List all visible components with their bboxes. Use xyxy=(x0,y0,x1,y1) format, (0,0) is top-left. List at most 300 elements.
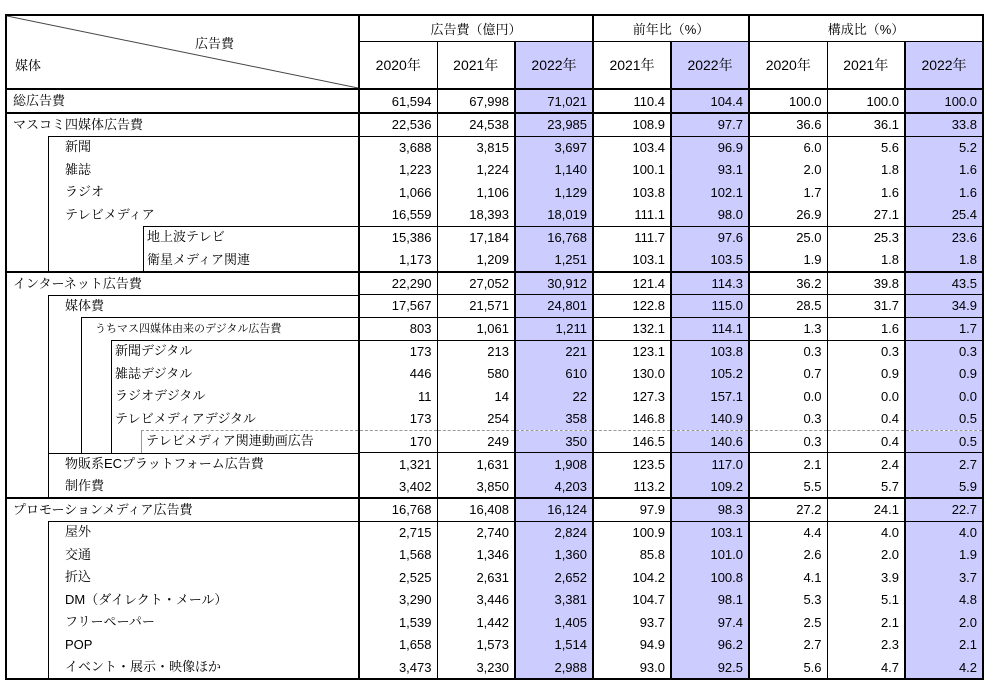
table-row xyxy=(6,656,983,679)
value-cell: 1,908 xyxy=(515,453,593,476)
value-cell: 103.1 xyxy=(593,249,671,272)
value-cell: 104.7 xyxy=(593,589,671,612)
value-cell: 71,021 xyxy=(515,89,593,113)
indent-guide-line xyxy=(48,204,49,227)
label-top-rule xyxy=(111,340,358,341)
value-cell: 103.1 xyxy=(671,521,749,544)
indent-guide-line xyxy=(143,249,144,271)
indent-guide-line xyxy=(81,430,82,453)
year-header-cell: 2022年 xyxy=(515,41,593,89)
row-label: マスコミ四媒体広告費 xyxy=(13,117,144,132)
row-label-cell xyxy=(6,656,359,679)
value-cell: 1,568 xyxy=(359,544,437,567)
table-row xyxy=(6,249,983,272)
value-cell: 132.1 xyxy=(593,317,671,340)
ad-expenditure-table xyxy=(5,14,984,680)
value-cell: 114.3 xyxy=(671,272,749,295)
group-header-adspend: 広告費（億円） xyxy=(359,15,593,41)
value-cell: 213 xyxy=(437,340,515,363)
value-cell: 3,290 xyxy=(359,589,437,612)
value-cell: 4,203 xyxy=(515,475,593,498)
row-label-cell xyxy=(6,363,359,386)
value-cell: 104.2 xyxy=(593,566,671,589)
value-cell: 2,525 xyxy=(359,566,437,589)
value-cell: 98.1 xyxy=(671,589,749,612)
value-cell: 25.4 xyxy=(905,204,983,227)
value-cell: 18,019 xyxy=(515,204,593,227)
indent-guide-line xyxy=(48,159,49,182)
value-cell: 92.5 xyxy=(671,656,749,679)
value-cell: 5.7 xyxy=(827,475,905,498)
value-cell: 121.4 xyxy=(593,272,671,295)
value-cell: 1,173 xyxy=(359,249,437,272)
table-row xyxy=(6,226,983,249)
indent-guide-line xyxy=(81,408,82,431)
value-cell: 105.2 xyxy=(671,363,749,386)
indent-guide-line xyxy=(48,430,49,453)
value-cell: 3,697 xyxy=(515,136,593,159)
value-cell: 3,381 xyxy=(515,589,593,612)
indent-guide-line xyxy=(111,340,112,363)
row-label-cell xyxy=(6,113,359,136)
value-cell: 1.8 xyxy=(905,249,983,272)
value-cell: 1,061 xyxy=(437,317,515,340)
value-cell: 350 xyxy=(515,430,593,453)
year-header-cell: 2020年 xyxy=(359,41,437,89)
indent-guide-line xyxy=(48,249,49,271)
year-header-cell: 2022年 xyxy=(671,41,749,89)
row-label: 雑誌デジタル xyxy=(115,365,193,381)
table-row xyxy=(6,272,983,295)
value-cell: 5.5 xyxy=(749,475,827,498)
value-cell: 1,140 xyxy=(515,159,593,182)
value-cell: 122.8 xyxy=(593,295,671,318)
row-label: インターネット広告費 xyxy=(13,275,142,291)
diagonal-line xyxy=(7,16,358,88)
table-row xyxy=(6,113,983,136)
group-header-share: 構成比（%） xyxy=(749,15,983,41)
value-cell: 1,514 xyxy=(515,634,593,657)
indent-guide-line xyxy=(48,475,49,497)
value-cell: 0.3 xyxy=(749,340,827,363)
value-cell: 102.1 xyxy=(671,181,749,204)
table-row xyxy=(6,136,983,159)
indent-guide-line xyxy=(81,363,82,386)
value-cell: 170 xyxy=(359,430,437,453)
value-cell: 103.4 xyxy=(593,136,671,159)
value-cell: 2,652 xyxy=(515,566,593,589)
value-cell: 5.6 xyxy=(749,656,827,679)
value-cell: 1,224 xyxy=(437,159,515,182)
value-cell: 0.0 xyxy=(827,385,905,408)
row-label: テレビメディア xyxy=(65,206,155,222)
value-cell: 1,129 xyxy=(515,181,593,204)
value-cell: 5.2 xyxy=(905,136,983,159)
value-cell: 93.0 xyxy=(593,656,671,679)
label-top-rule xyxy=(48,521,358,522)
value-cell: 21,571 xyxy=(437,295,515,318)
value-cell: 1.8 xyxy=(827,249,905,272)
value-cell: 1.7 xyxy=(749,181,827,204)
value-cell: 130.0 xyxy=(593,363,671,386)
value-cell: 221 xyxy=(515,340,593,363)
corner-header-cell xyxy=(6,15,359,89)
value-cell: 17,184 xyxy=(437,226,515,249)
year-header-cell: 2020年 xyxy=(749,41,827,89)
value-cell: 2,715 xyxy=(359,521,437,544)
indent-guide-line xyxy=(141,430,142,453)
value-cell: 96.9 xyxy=(671,136,749,159)
row-label: テレビメディア関連動画広告 xyxy=(146,433,314,449)
value-cell: 100.1 xyxy=(593,159,671,182)
value-cell: 109.2 xyxy=(671,475,749,498)
value-cell: 36.1 xyxy=(827,113,905,136)
value-cell: 3,815 xyxy=(437,136,515,159)
row-label-cell xyxy=(6,498,359,521)
corner-top-label: 広告費 xyxy=(195,36,235,51)
value-cell: 114.1 xyxy=(671,317,749,340)
row-label: ラジオデジタル xyxy=(115,388,206,404)
value-cell: 803 xyxy=(359,317,437,340)
value-cell: 0.0 xyxy=(749,385,827,408)
value-cell: 100.0 xyxy=(749,89,827,113)
value-cell: 4.1 xyxy=(749,566,827,589)
value-cell: 3,402 xyxy=(359,475,437,498)
value-cell: 1,066 xyxy=(359,181,437,204)
table-row xyxy=(6,295,983,318)
value-cell: 358 xyxy=(515,408,593,431)
value-cell: 157.1 xyxy=(671,385,749,408)
group-header-yoy: 前年比（%） xyxy=(593,15,749,41)
table-row xyxy=(6,204,983,227)
value-cell: 16,559 xyxy=(359,204,437,227)
value-cell: 1,442 xyxy=(437,611,515,634)
indent-guide-line xyxy=(48,611,49,634)
row-label-cell xyxy=(6,295,359,318)
value-cell: 1,346 xyxy=(437,544,515,567)
label-top-rule xyxy=(48,295,358,296)
indent-guide-line xyxy=(111,408,112,431)
value-cell: 2.1 xyxy=(749,453,827,476)
value-cell: 2.3 xyxy=(827,634,905,657)
value-cell: 18,393 xyxy=(437,204,515,227)
indent-guide-line xyxy=(111,363,112,386)
value-cell: 1.6 xyxy=(827,181,905,204)
value-cell: 3.9 xyxy=(827,566,905,589)
corner-bottom-label: 媒体 xyxy=(15,58,42,73)
value-cell: 30,912 xyxy=(515,272,593,295)
value-cell: 24,801 xyxy=(515,295,593,318)
table-row xyxy=(6,475,983,498)
value-cell: 2,988 xyxy=(515,656,593,679)
table-row xyxy=(6,317,983,340)
row-label: 屋外 xyxy=(65,524,92,540)
value-cell: 16,768 xyxy=(515,226,593,249)
value-cell: 2.6 xyxy=(749,544,827,567)
value-cell: 100.0 xyxy=(827,89,905,113)
row-label-cell xyxy=(6,385,359,408)
value-cell: 2.7 xyxy=(905,453,983,476)
value-cell: 97.7 xyxy=(671,113,749,136)
value-cell: 1.6 xyxy=(905,181,983,204)
value-cell: 27.2 xyxy=(749,498,827,521)
value-cell: 22,290 xyxy=(359,272,437,295)
indent-guide-line xyxy=(48,340,49,363)
value-cell: 0.4 xyxy=(827,430,905,453)
row-label-cell xyxy=(6,521,359,544)
value-cell: 1.6 xyxy=(905,159,983,182)
value-cell: 1.8 xyxy=(827,159,905,182)
value-cell: 249 xyxy=(437,430,515,453)
value-cell: 22,536 xyxy=(359,113,437,136)
value-cell: 2.5 xyxy=(749,611,827,634)
value-cell: 97.6 xyxy=(671,226,749,249)
value-cell: 115.0 xyxy=(671,295,749,318)
row-label-cell xyxy=(6,340,359,363)
value-cell: 43.5 xyxy=(905,272,983,295)
value-cell: 1,106 xyxy=(437,181,515,204)
indent-guide-line xyxy=(48,317,49,340)
value-cell: 140.6 xyxy=(671,430,749,453)
value-cell: 2,740 xyxy=(437,521,515,544)
table-row xyxy=(6,589,983,612)
value-cell: 1,573 xyxy=(437,634,515,657)
value-cell: 2,631 xyxy=(437,566,515,589)
row-label: 衛星メディア関連 xyxy=(147,251,250,267)
value-cell: 110.4 xyxy=(593,89,671,113)
value-cell: 25.3 xyxy=(827,226,905,249)
indent-guide-line xyxy=(48,544,49,567)
value-cell: 16,408 xyxy=(437,498,515,521)
value-cell: 34.9 xyxy=(905,295,983,318)
value-cell: 4.8 xyxy=(905,589,983,612)
value-cell: 0.5 xyxy=(905,408,983,431)
table-row xyxy=(6,430,983,453)
value-cell: 23,985 xyxy=(515,113,593,136)
row-label: 媒体費 xyxy=(65,297,105,313)
value-cell: 104.4 xyxy=(671,89,749,113)
value-cell: 100.0 xyxy=(905,89,983,113)
indent-guide-line xyxy=(48,453,49,476)
row-label: うちマス四媒体由来のデジタル広告費 xyxy=(95,323,282,335)
row-label-cell xyxy=(6,408,359,431)
value-cell: 97.9 xyxy=(593,498,671,521)
indent-guide-line xyxy=(48,634,49,657)
value-cell: 1,539 xyxy=(359,611,437,634)
value-cell: 11 xyxy=(359,385,437,408)
value-cell: 1,321 xyxy=(359,453,437,476)
value-cell: 610 xyxy=(515,363,593,386)
value-cell: 97.4 xyxy=(671,611,749,634)
row-label: 物販系ECプラットフォーム広告費 xyxy=(65,455,264,471)
year-header-cell: 2022年 xyxy=(905,41,983,89)
row-label: テレビメディアデジタル xyxy=(115,410,256,426)
value-cell: 1.6 xyxy=(827,317,905,340)
value-cell: 146.5 xyxy=(593,430,671,453)
indent-guide-line xyxy=(48,136,49,159)
value-cell: 1,360 xyxy=(515,544,593,567)
value-cell: 0.0 xyxy=(905,385,983,408)
value-cell: 0.3 xyxy=(827,340,905,363)
value-cell: 173 xyxy=(359,408,437,431)
value-cell: 123.5 xyxy=(593,453,671,476)
value-cell: 4.0 xyxy=(827,521,905,544)
value-cell: 2.7 xyxy=(749,634,827,657)
value-cell: 0.4 xyxy=(827,408,905,431)
value-cell: 123.1 xyxy=(593,340,671,363)
ad-expenditure-table-wrap xyxy=(5,14,984,680)
row-label-cell xyxy=(6,317,359,340)
value-cell: 100.8 xyxy=(671,566,749,589)
value-cell: 1,209 xyxy=(437,249,515,272)
column-group-row xyxy=(6,15,983,41)
value-cell: 0.3 xyxy=(749,408,827,431)
row-label: 交通 xyxy=(65,546,92,562)
row-label: フリーペーパー xyxy=(65,614,155,630)
value-cell: 113.2 xyxy=(593,475,671,498)
table-row xyxy=(6,611,983,634)
value-cell: 5.9 xyxy=(905,475,983,498)
value-cell: 36.2 xyxy=(749,272,827,295)
value-cell: 0.9 xyxy=(827,363,905,386)
value-cell: 2.0 xyxy=(827,544,905,567)
row-label-cell xyxy=(6,204,359,227)
table-row xyxy=(6,89,983,113)
value-cell: 108.9 xyxy=(593,113,671,136)
indent-guide-line xyxy=(81,317,82,340)
row-label-cell xyxy=(6,566,359,589)
value-cell: 5.3 xyxy=(749,589,827,612)
value-cell: 1,251 xyxy=(515,249,593,272)
row-label-cell xyxy=(6,611,359,634)
value-cell: 2,824 xyxy=(515,521,593,544)
value-cell: 94.9 xyxy=(593,634,671,657)
value-cell: 17,567 xyxy=(359,295,437,318)
value-cell: 61,594 xyxy=(359,89,437,113)
label-top-rule xyxy=(143,226,358,227)
value-cell: 1,211 xyxy=(515,317,593,340)
value-cell: 33.8 xyxy=(905,113,983,136)
value-cell: 3,230 xyxy=(437,656,515,679)
value-cell: 27.1 xyxy=(827,204,905,227)
value-cell: 16,768 xyxy=(359,498,437,521)
indent-guide-line xyxy=(48,656,49,678)
value-cell: 1.9 xyxy=(749,249,827,272)
year-header-cell: 2021年 xyxy=(593,41,671,89)
value-cell: 2.0 xyxy=(749,159,827,182)
value-cell: 3,688 xyxy=(359,136,437,159)
table-row xyxy=(6,385,983,408)
value-cell: 24,538 xyxy=(437,113,515,136)
value-cell: 117.0 xyxy=(671,453,749,476)
row-label: 雑誌 xyxy=(65,161,92,177)
value-cell: 580 xyxy=(437,363,515,386)
value-cell: 98.0 xyxy=(671,204,749,227)
indent-guide-line xyxy=(48,408,49,431)
table-row xyxy=(6,498,983,521)
label-top-rule xyxy=(48,136,358,137)
table-row xyxy=(6,408,983,431)
value-cell: 1.3 xyxy=(749,317,827,340)
row-label-cell xyxy=(6,181,359,204)
row-label-cell xyxy=(6,453,359,476)
value-cell: 4.0 xyxy=(905,521,983,544)
table-row xyxy=(6,634,983,657)
value-cell: 0.7 xyxy=(749,363,827,386)
value-cell: 96.2 xyxy=(671,634,749,657)
indent-guide-line xyxy=(48,385,49,408)
value-cell: 16,124 xyxy=(515,498,593,521)
table-row xyxy=(6,544,983,567)
value-cell: 1.9 xyxy=(905,544,983,567)
value-cell: 1,631 xyxy=(437,453,515,476)
value-cell: 1.7 xyxy=(905,317,983,340)
value-cell: 111.1 xyxy=(593,204,671,227)
value-cell: 2.1 xyxy=(827,611,905,634)
value-cell: 173 xyxy=(359,340,437,363)
table-row xyxy=(6,159,983,182)
indent-guide-line xyxy=(48,363,49,386)
indent-guide-line xyxy=(48,521,49,544)
value-cell: 446 xyxy=(359,363,437,386)
row-label-cell xyxy=(6,634,359,657)
value-cell: 100.9 xyxy=(593,521,671,544)
value-cell: 103.8 xyxy=(671,340,749,363)
value-cell: 111.7 xyxy=(593,226,671,249)
value-cell: 28.5 xyxy=(749,295,827,318)
value-cell: 2.4 xyxy=(827,453,905,476)
indent-guide-line xyxy=(81,385,82,408)
value-cell: 103.8 xyxy=(593,181,671,204)
indent-guide-line xyxy=(81,340,82,363)
value-cell: 25.0 xyxy=(749,226,827,249)
value-cell: 26.9 xyxy=(749,204,827,227)
row-label-cell xyxy=(6,159,359,182)
value-cell: 31.7 xyxy=(827,295,905,318)
year-header-cell: 2021年 xyxy=(827,41,905,89)
table-row xyxy=(6,453,983,476)
row-label: 地上波テレビ xyxy=(147,229,225,245)
row-label-cell xyxy=(6,136,359,159)
row-label: 制作費 xyxy=(65,478,105,493)
value-cell: 14 xyxy=(437,385,515,408)
value-cell: 127.3 xyxy=(593,385,671,408)
label-top-rule xyxy=(81,317,358,318)
row-label-cell xyxy=(6,589,359,612)
value-cell: 4.7 xyxy=(827,656,905,679)
value-cell: 67,998 xyxy=(437,89,515,113)
row-label: 折込 xyxy=(65,569,92,585)
value-cell: 101.0 xyxy=(671,544,749,567)
value-cell: 1,223 xyxy=(359,159,437,182)
row-label: 新聞デジタル xyxy=(115,343,193,359)
value-cell: 1,658 xyxy=(359,634,437,657)
row-label-cell xyxy=(6,89,359,113)
row-label-cell xyxy=(6,249,359,272)
value-cell: 22 xyxy=(515,385,593,408)
year-header-cell: 2021年 xyxy=(437,41,515,89)
value-cell: 24.1 xyxy=(827,498,905,521)
label-top-rule xyxy=(48,453,358,454)
value-cell: 98.3 xyxy=(671,498,749,521)
value-cell: 3,473 xyxy=(359,656,437,679)
value-cell: 2.0 xyxy=(905,611,983,634)
value-cell: 85.8 xyxy=(593,544,671,567)
value-cell: 2.1 xyxy=(905,634,983,657)
row-label: POP xyxy=(65,636,93,652)
value-cell: 254 xyxy=(437,408,515,431)
value-cell: 3.7 xyxy=(905,566,983,589)
